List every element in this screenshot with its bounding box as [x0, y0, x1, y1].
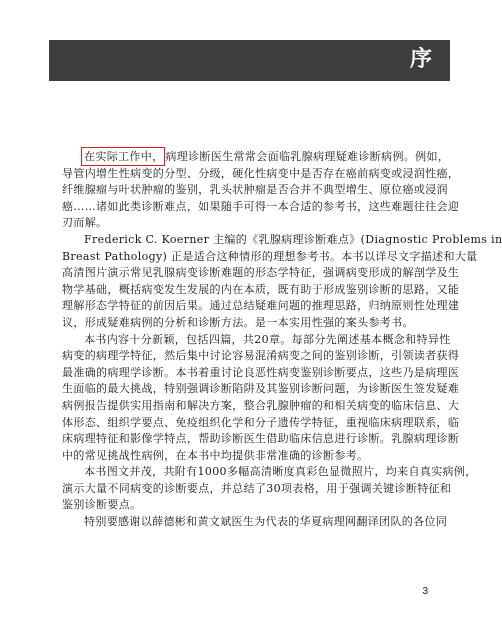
paragraph-5-line-1: 特别要感谢以薛德彬和黄文斌医生为代表的华夏病理网翻译团队的各位同	[84, 515, 448, 529]
paragraph-2-line-1: Frederick C. Koerner 主编的《乳腺病理诊断难点》(Diagnostic Problems in	[84, 232, 502, 246]
highlighted-phrase: 在实际工作中，	[81, 147, 165, 166]
paragraph-1-line-1-rest: 病理诊断医生常常会面临乳腺病理疑难诊断病例。例如，	[165, 150, 450, 163]
paragraph-4-line-3: 鉴别诊断要点。	[62, 498, 142, 512]
paragraph-3-line-3: 最准确的病理学诊断。本书着重讨论良恶性病变鉴别诊断要点，这些乃是病理医	[62, 365, 460, 379]
paragraph-4-line-1: 本书图文并茂，共附有1000多幅高清晰度真彩色显微照片，均来自真实病例，	[84, 465, 477, 479]
paragraph-3-line-2: 病变的病理学特征，然后集中讨论容易混淆病变之间的鉴别诊断，引领读者获得	[62, 349, 460, 363]
paragraph-3-line-6: 体形态、组织学要点、免疫组织化学和分子遗传学特征，重视临床病理联系，临	[62, 415, 460, 429]
paragraph-3-line-5: 病例报告提供实用指南和解决方案，整合乳腺肿瘤的和相关病变的临床信息、大	[62, 398, 460, 412]
paragraph-2-line-5: 理解形态学特征的前因后果。通过总结疑难问题的推理思路，归纳原则性处理建	[62, 299, 460, 313]
header-band	[49, 40, 450, 81]
paragraph-2-line-6: 议，形成疑难病例的分析和诊断方法。是一本实用性强的案头参考书。	[62, 315, 414, 329]
paragraph-4-line-2: 演示大量不同病变的诊断要点，并总结了30项表格，用于强调关键诊断特征和	[62, 481, 452, 495]
paragraph-2-line-3: 高清图片演示常见乳腺病变诊断难题的形态学特征，强调病变形成的解剖学及生	[62, 266, 460, 280]
paragraph-2-line-4: 物学基础，概括病变发生发展的内在本质，既有助于形成鉴别诊断的思路，又能	[62, 282, 460, 296]
paragraph-3-line-8: 中的常见挑战性病例，在本书中均提供非常准确的诊断参考。	[62, 448, 369, 462]
paragraph-1-line-5: 刃而解。	[62, 216, 108, 230]
paragraph-1-line-4: 癌……诸如此类诊断难点，如果随手可得一本合适的参考书，这些难题往往会迎	[62, 199, 460, 213]
paragraph-1-line-1	[62, 149, 450, 166]
paragraph-2-line-2: Breast Pathology) 正是适合这种情形的理想参考书。本书以详尽文字描述和大量	[62, 249, 478, 263]
preface-body	[62, 149, 502, 531]
paragraph-3-line-4: 生面临的最大挑战，特别强调诊断陷阱及其鉴别诊断问题，为诊断医生签发疑难	[62, 382, 460, 396]
page-number: 3	[422, 586, 428, 597]
paragraph-1-line-2: 导管内增生性病变的分型、分级，硬化性病变中是否存在癌前病变或浸润性癌，	[62, 166, 460, 180]
page-title: 序	[409, 47, 432, 72]
paragraph-1-line-3: 纤维腺瘤与叶状肿瘤的鉴别，乳头状肿瘤是否合并不典型增生、原位癌或浸润	[62, 183, 448, 197]
paragraph-3-line-7: 床病理特征和影像学特点，帮助诊断医生借助临床信息进行诊断。乳腺病理诊断	[62, 432, 460, 446]
paragraph-3-line-1: 本书内容十分新颖，包括四篇，共20章。每部分先阐述基本概念和特异性	[84, 332, 451, 346]
